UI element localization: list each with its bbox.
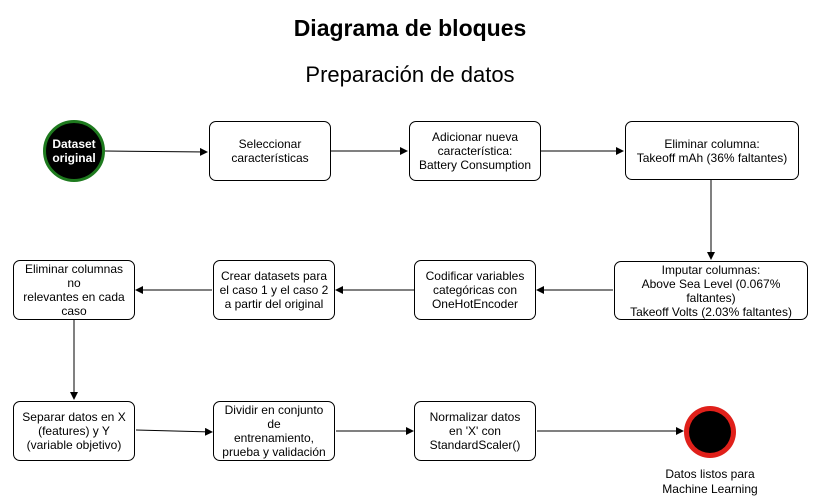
step-select-features: Seleccionar características xyxy=(209,121,331,181)
start-node-dataset-original: Dataset original xyxy=(43,120,105,182)
step-drop-column: Eliminar columna: Takeoff mAh (36% faltantes) xyxy=(625,121,799,180)
end-node-core xyxy=(689,411,731,453)
step-encode-categorical: Codificar variables categóricas con OneHotEncoder xyxy=(414,260,536,320)
step-normalize-standardscaler: Normalizar datos en 'X' con StandardScaler() xyxy=(414,401,536,461)
step-create-datasets: Crear datasets para el caso 1 y el caso 2 a partir del original xyxy=(213,260,335,320)
edge-start-to-select xyxy=(105,151,207,152)
step-split-x-y: Separar datos en X (features) y Y (variable objetivo) xyxy=(13,401,135,461)
diagram-title: Diagrama de bloques xyxy=(293,15,527,41)
diagram-subtitle: Preparación de datos xyxy=(305,62,515,87)
end-node-label: Datos listos para Machine Learning xyxy=(662,467,758,496)
step-impute-columns: Imputar columnas: Above Sea Level (0.067% faltantes) Takeoff Volts (2.03% faltantes) xyxy=(614,261,808,320)
edge-split-xy-to-split-sets xyxy=(136,430,212,432)
end-node xyxy=(684,406,736,458)
step-drop-irrelevant-columns: Eliminar columnas no relevantes en cada caso xyxy=(13,260,135,320)
step-split-train-test-val: Dividir en conjunto de entrenamiento, prueba y validación xyxy=(213,401,335,461)
step-add-feature: Adicionar nueva característica: Battery Consumption xyxy=(409,121,541,181)
